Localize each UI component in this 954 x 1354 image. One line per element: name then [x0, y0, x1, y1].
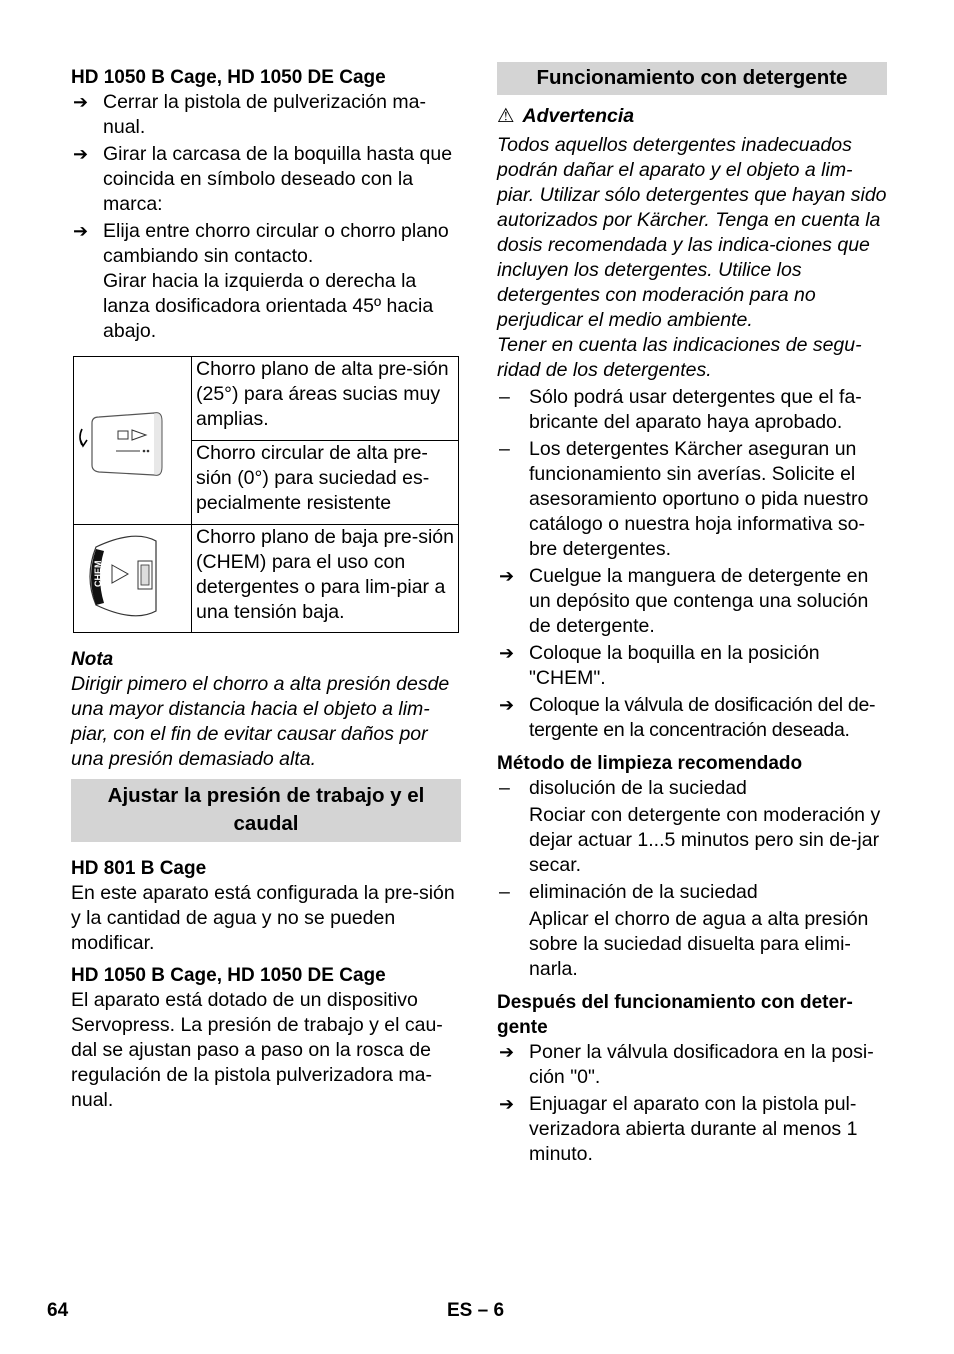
- warning-text-safety: Tener en cuenta las indicaciones de segu-ridad de los detergentes.: [497, 334, 862, 381]
- arrow-icon: ➔: [499, 695, 514, 715]
- heading-hd801: HD 801 B Cage: [71, 858, 207, 879]
- nozzle-rotate-icon: [74, 357, 191, 517]
- nozzle-table: [73, 356, 459, 633]
- warning-title: Advertencia: [522, 105, 635, 127]
- warning-icon: ⚠: [497, 105, 515, 127]
- arrow-icon: ➔: [73, 92, 89, 112]
- jet-flat-high: Chorro plano de alta pre-sión (25°) para áreas sucias muy amplias.: [192, 357, 459, 441]
- arrow-icon: ➔: [499, 566, 515, 586]
- chem-label: CHEM: [93, 560, 103, 587]
- list-item: – Sólo podrá usar detergentes que el fa-bricante del aparato haya aprobado.: [499, 386, 862, 433]
- arrow-icon: ➔: [499, 1094, 515, 1114]
- chem-nozzle-icon: [74, 525, 191, 625]
- step-text: Girar la carcasa de la boquilla hasta que coincida en símbolo deseado con la marca:: [103, 143, 453, 215]
- arrow-icon: ➔: [499, 1042, 515, 1062]
- page-number: 64: [47, 1300, 69, 1321]
- nota-title: Nota: [71, 649, 114, 670]
- list-item: – eliminación de la suciedad: [499, 881, 758, 903]
- step-dosing-valve: ➔ Coloque la válvula de dosificación del de-tergente en la concentración deseada.: [499, 694, 876, 741]
- list-item: – Los detergentes Kärcher aseguran un funcionamiento sin averías. Solicite el asesoramiento oportuno o pida nuestro catálogo o nuestra hoja informativa so-bre detergentes.: [499, 438, 869, 560]
- step-valve-zero: ➔ Poner la válvula dosificadora en la posi-ción "0".: [499, 1041, 874, 1088]
- step-nozzle-chem: ➔ Coloque la boquilla en la posición "CHEM".: [499, 642, 820, 689]
- heading-method: Método de limpieza recomendado: [497, 753, 803, 774]
- heading-after: Después del funcionamiento con deter-gente: [497, 992, 853, 1038]
- nozzle-image-high-pressure: [74, 357, 192, 525]
- right-column: [497, 62, 887, 1169]
- text-hd801: En este aparato está configurada la pre-sión y la cantidad de agua y no se pueden modificar.: [71, 882, 455, 954]
- jet-flat-low-chem: Chorro plano de baja pre-sión (CHEM) para el uso con detergentes o para lim-piar a una tensión baja.: [192, 525, 459, 633]
- list-item: – disolución de la suciedad: [499, 777, 747, 799]
- nota-text: Dirigir pimero el chorro a alta presión desde una mayor distancia hacia el objeto a lim-piar, con el fin de evitar causar daños por una presión demasiado alta.: [71, 673, 450, 770]
- page-label: ES – 6: [447, 1300, 505, 1321]
- method2-text: Aplicar el chorro de agua a alta presión sobre la suciedad disuelta para elimi-narla.: [529, 908, 869, 980]
- step-text: Cerrar la pistola de pulverización ma-nual.: [103, 91, 426, 138]
- arrow-icon: ➔: [499, 643, 515, 663]
- left-column: [71, 62, 461, 1113]
- step-text: Elija entre chorro circular o chorro plano cambiando sin contacto.: [103, 220, 449, 267]
- section-pressure-flow: Ajustar la presión de trabajo y el caudal: [71, 779, 461, 842]
- arrow-icon: ➔: [73, 144, 89, 164]
- step-note: Girar hacia la izquierda o derecha la lanza dosificadora orientada 45º hacia abajo.: [103, 270, 434, 342]
- jet-round-high: Chorro circular de alta pre-sión (0°) para suciedad es-pecialmente resistente: [192, 441, 459, 525]
- step-choose-jet: [71, 219, 461, 269]
- text-hd1050-pressure: El aparato está dotado de un dispositivo Servopress. La presión de trabajo y el cau-dal se ajustan paso a paso on la rosca de regulación de la pistola pulverizadora ma-nual.: [71, 989, 443, 1111]
- warning-heading: [497, 104, 887, 129]
- heading-hd1050-pressure: HD 1050 B Cage, HD 1050 DE Cage: [71, 965, 386, 986]
- arrow-icon: ➔: [73, 221, 89, 241]
- nozzle-image-chem: [74, 525, 192, 633]
- heading-hd1050-adjust: HD 1050 B Cage, HD 1050 DE Cage: [71, 67, 386, 88]
- step-rinse: ➔ Enjuagar el aparato con la pistola pul-verizadora abierta durante al menos 1 minuto.: [499, 1093, 858, 1165]
- section-detergent: Funcionamiento con detergente: [497, 62, 887, 95]
- step-close-gun: [71, 90, 461, 140]
- warning-text: Todos aquellos detergentes inadecuados podrán dañar el aparato y el objeto a lim-piar. Utilizar sólo detergentes que hayan sido autorizados por Kärcher. Tenga en cuenta la dosis recomendada y las indica-ciones que incluyen los detergentes. Utilice los detergentes con moderación para no perjudicar el medio ambiente.: [497, 134, 887, 331]
- method1-text: Rociar con detergente con moderación y dejar actuar 1...5 minutos pero sin de-jar secar.: [529, 804, 881, 876]
- step-hang-hose: ➔ Cuelgue la manguera de detergente en un depósito que contenga una solución de detergente.: [499, 565, 869, 637]
- step-rotate-nozzle: [71, 142, 461, 217]
